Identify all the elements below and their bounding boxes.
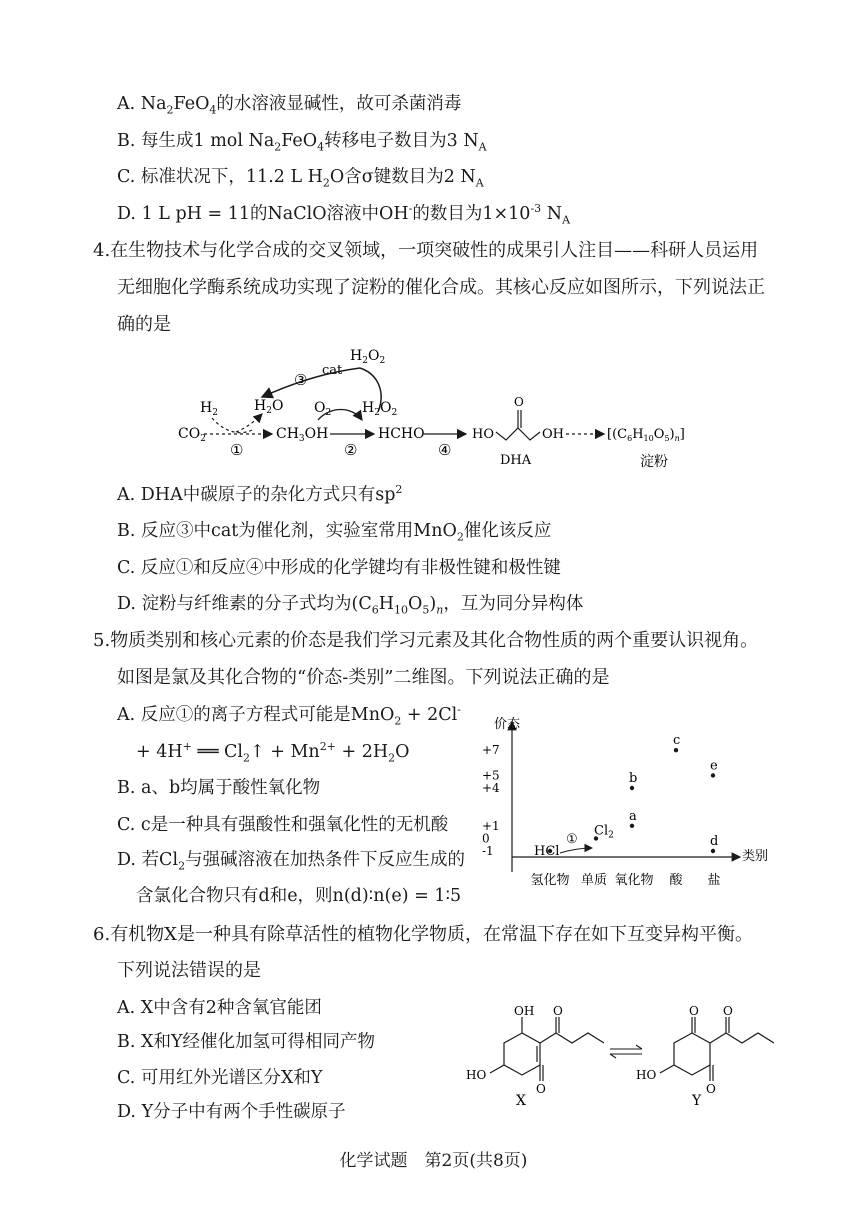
y-label: Y [692, 1093, 702, 1109]
q5-option-a-line-1: A. 反应①的离子方程式可能是MnO$_2$ + 2Cl- [117, 703, 461, 728]
x-axis-label: 类别 [742, 849, 769, 864]
point-c [674, 748, 678, 752]
q3-option-d: D. 1 L pH = 11的NaClO溶液中OH-的数目为$1\times 10^{-3}$ $N_A$ [117, 202, 571, 227]
cat-label: cat [322, 363, 343, 378]
y-axis-label: 价态 [494, 717, 521, 732]
point-label-6: e [710, 758, 718, 774]
q6-option-b: B. X和Y经催化加氢可得相同产物 [117, 1032, 376, 1052]
q4-stem-line-2: 无细胞化学酶系统成功实现了淀粉的催化合成。其核心反应如图所示，下列说法正 [117, 277, 765, 298]
step-1-label: ① [230, 441, 244, 459]
dha-label: DHA [500, 453, 532, 468]
step-4-label: ④ [438, 441, 452, 459]
q6-option-d: D. Y分子中有两个手性碳原子 [117, 1102, 346, 1122]
dha-o: O [514, 395, 524, 409]
q4-option-c: C. 反应①和反应④中形成的化学键均有非极性键和极性键 [117, 558, 561, 578]
structure-y [636, 1005, 774, 1109]
y-tick-3: +1 [482, 818, 500, 833]
svg-text:O: O [706, 1082, 716, 1096]
q5-option-b: B. a、b均属于酸性氧化物 [117, 778, 321, 798]
svg-text:HO: HO [636, 1068, 657, 1082]
point-e [711, 773, 715, 777]
point-label-4: c [673, 733, 681, 749]
h2o2-top: $H_2O_2$ [350, 348, 386, 366]
y-tick-5: -1 [482, 844, 494, 858]
point-b [630, 786, 634, 790]
arrow-label-1: ① [566, 832, 578, 847]
x-label: X [516, 1093, 526, 1109]
q3-option-a: A. $Na_2FeO_4$的水溶液显碱性，故可杀菌消毒 [117, 94, 462, 117]
q4-option-b: B. 反应③中cat为催化剂，实验室常用MnO$_2$催化该反应 [117, 521, 552, 544]
y-tick-4: 0 [482, 831, 490, 846]
svg-text:HO: HO [466, 1068, 487, 1082]
y-tick-1: +5 [482, 768, 500, 783]
q5-option-d-line-1: D. 若$Cl_2$与强碱溶液在加热条件下反应生成的 [117, 850, 466, 873]
valence-category-chart [480, 712, 780, 892]
step-2-label: ② [344, 441, 358, 459]
x-category-1: 单质 [580, 873, 608, 888]
point-label-1: $Cl_2$ [594, 823, 614, 841]
q3-option-b: B. 每生成1 mol $Na_2FeO_4$转移电子数目为3 $N_A$ [117, 131, 487, 154]
q4-stem-line-3: 确的是 [117, 314, 171, 335]
svg-text:OH: OH [514, 1005, 535, 1018]
svg-text:O: O [689, 1005, 699, 1018]
starch-label: 淀粉 [640, 454, 668, 470]
starch-formula: $[(C_6H_{10}O_5)_n]$ [607, 427, 685, 443]
q4-option-a: A. DHA中碳原子的杂化方式只有$sp^2$ [117, 483, 403, 505]
point-label-3: b [629, 771, 638, 786]
x-category-3: 酸 [669, 873, 683, 888]
dha-ho: HO [472, 427, 494, 442]
h2o2-mid: $H_2O_2$ [362, 400, 398, 418]
x-category-0: 氢化物 [530, 873, 570, 888]
x-category-4: 盐 [707, 873, 721, 888]
svg-text:O: O [536, 1082, 546, 1096]
q5-option-d-line-2: 含氯化合物只有d和e，则n(d)∶n(e) = 1∶5 [136, 886, 462, 906]
q4-reaction-diagram [0, 340, 867, 480]
q6-stem-line-1: 6.有机物X是一种具有除草活性的植物化学物质，在常温下存在如下互变异构平衡。 [93, 924, 753, 945]
point-label-2: a [629, 808, 637, 824]
q5-option-c: C. c是一种具有强酸性和强氧化性的无机酸 [117, 815, 449, 835]
q4-stem-line-1: 4.在生物技术与化学合成的交叉领域，一项突破性的成果引人注目——科研人员运用 [93, 240, 759, 261]
point-d [711, 849, 715, 853]
tautomer-structures [460, 1005, 800, 1110]
y-tick-0: +7 [482, 743, 500, 758]
svg-text:O: O [553, 1005, 563, 1018]
co2-label: $CO_2$ [178, 426, 206, 444]
structure-x [466, 1005, 604, 1109]
dha-oh: OH [542, 427, 564, 442]
q5-option-a-line-2: + 4H+ ══ $Cl_2↑ + Mn^{2+} + 2H_2O$ [136, 740, 410, 765]
h2-label: $H_2$ [200, 400, 218, 418]
step-3-label: ③ [294, 371, 308, 389]
q6-stem-line-2: 下列说法错误的是 [117, 960, 261, 981]
q4-option-d: D. 淀粉与纤维素的分子式均为$(C_6H_{10}O_5)_n$，互为同分异构体 [117, 594, 584, 617]
point-label-5: d [710, 834, 719, 849]
point-label-0: HCl [534, 844, 560, 859]
q3-option-c: C. 标准状况下，11.2 L $H_2O$含σ键数目为2 $N_A$ [117, 167, 484, 190]
o2-label: $O_2$ [314, 400, 332, 418]
q5-stem-line-2: 如图是氯及其化合物的“价态-类别”二维图。下列说法正确的是 [117, 667, 610, 688]
svg-text:O: O [723, 1005, 733, 1018]
x-category-2: 氧化物 [614, 873, 654, 888]
ch3oh-label: $CH_3OH$ [276, 426, 329, 444]
hcho-label: HCHO [378, 426, 425, 442]
h2o-label: $H_2O$ [254, 398, 284, 416]
y-tick-2: +4 [482, 781, 500, 795]
page-footer: 化学试题 第2页(共8页) [339, 1151, 528, 1171]
q6-option-a: A. X中含有2种含氧官能团 [117, 998, 322, 1018]
point-a [630, 824, 634, 828]
q6-option-c: C. 可用红外光谱区分X和Y [117, 1068, 323, 1088]
q5-stem-line-1: 5.物质类别和核心元素的价态是我们学习元素及其化合物性质的两个重要认识视角。 [93, 630, 759, 651]
